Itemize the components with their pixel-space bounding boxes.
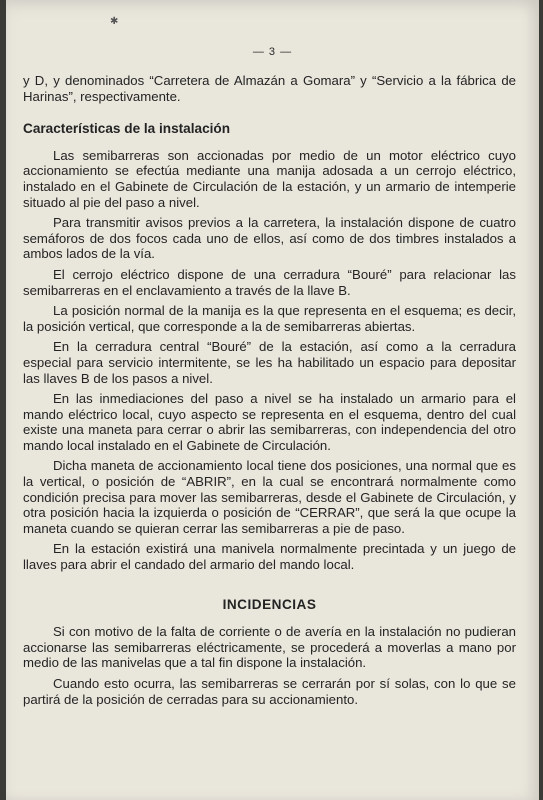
page-content [23, 73, 516, 712]
section-heading-incidencias: INCIDENCIAS [222, 596, 317, 612]
installation-paragraph-6: En las inmediaciones del paso a nivel se ha instalado un armario para el mando eléctrico local, cuyo aspecto se representa en el esquema, dentro del cual existe una maneta para cerrar o abrir las semibarreras, con independencia del otro mando local instalado en el Gabinete de Circulación. [23, 391, 516, 453]
incidencias-paragraph-2: Cuando esto ocurra, las semibarreras se cerrarán por sí solas, con lo que se partirá de la posición de cerradas para su accionamiento. [23, 676, 516, 707]
installation-paragraph-4: La posición normal de la manija es la que representa en el esquema; es decir, la posición vertical, que corresponde a la de semibarreras abiertas. [23, 303, 516, 334]
page-number: — 3 — [252, 46, 293, 58]
installation-paragraph-7: Dicha maneta de accionamiento local tiene dos posiciones, una normal que es la vertical, o posición de “ABRIR”, en la cual se encontrará normalmente como condición precisa para mover las semibarreras, desde el Gabinete de Circulación, y otra posición hacia la izquierda o posición de “CERRAR”, que será la que ocupe la maneta cuando se quieran cerrar las semibarreras a pie de paso. [23, 458, 516, 536]
installation-paragraph-3: El cerrojo eléctrico dispone de una cerradura “Bouré” para relacionar las semibarreras en el enclavamiento a través de la llave B. [23, 266, 516, 298]
incidencias-paragraph-1: Si con motivo de la falta de corriente o de avería en la instalación no pudieran accionarse las semibarreras eléctricamente, se procederá a moverlas a mano por medio de las manivelas que a tal fin dispone la instalación. [23, 624, 516, 671]
intro-paragraph: y D, y denominados “Carretera de Almazán a Gomara” y “Servicio a la fábrica de Harinas”, respectivamente. [23, 73, 516, 104]
installation-paragraph-1: Las semibarreras son accionadas por medio de un motor eléctrico cuyo accionamiento se efectúa mediante una manija adosada a un cerrojo eléctrico, instalado en el Gabinete de Circulación de la estación, y un armario de intemperie situado al pie del paso a nivel. [23, 147, 516, 210]
installation-paragraph-8: En la estación existirá una manivela normalmente precintada y un juego de llaves para abrir el candado del armario del mando local. [23, 541, 516, 573]
document-page [6, 0, 539, 800]
installation-paragraph-2: Para transmitir avisos previos a la carretera, la instalación dispone de cuatro semáforos de dos focos cada uno de ellos, así como de dos timbres instalados a ambos lados de la vía. [23, 215, 516, 262]
section-heading-installation: Características de la instalación [23, 121, 231, 137]
installation-paragraph-5: En la cerradura central “Bouré” de la estación, así como a la cerradura especial para servicio intermitente, se les ha habilitado un espacio para depositar las llaves B de los pasos a nivel. [23, 339, 516, 386]
page-mark: ✱ [110, 16, 119, 27]
